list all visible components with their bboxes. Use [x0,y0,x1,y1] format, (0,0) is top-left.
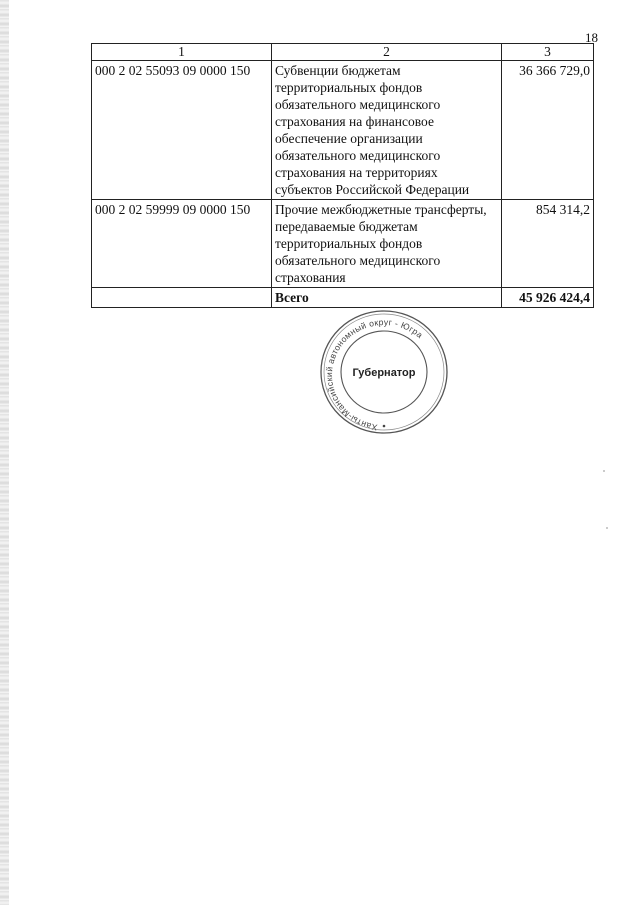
total-amount: 45 926 424,4 [502,288,594,308]
budget-code: 000 2 02 55093 09 0000 150 [92,61,272,200]
revenue-name: Прочие межбюджетные трансферты, передаваемые бюджетам территориальных фондов обязательного медицинского страхования [272,200,502,288]
amount: 36 366 729,0 [502,61,594,200]
revenue-name: Субвенции бюджетам территориальных фондов обязательного медицинского страхования на финансовое обеспечение организации обязательного медицинского страхования на территориях субъектов Российской Федерации [272,61,502,200]
header-cell-2: 2 [272,44,502,61]
seal-dot [383,425,386,428]
scan-edge [0,0,9,905]
governor-seal [319,309,449,435]
seal-center-text: Губернатор [352,367,416,379]
seal-graphic [319,309,449,435]
empty-cell [92,288,272,308]
total-row [92,288,594,308]
budget-table [91,43,594,308]
total-label: Всего [272,288,502,308]
amount: 854 314,2 [502,200,594,288]
header-cell-3: 3 [502,44,594,61]
scan-speck [606,527,608,529]
table-row [92,200,594,288]
table-header-row [92,44,594,61]
table-row [92,61,594,200]
scan-speck [603,470,605,472]
seal-ring-text: Ханты-Мансийский автономный округ - Югра [324,316,425,433]
page-number: 18 [585,30,598,45]
header-cell-1: 1 [92,44,272,61]
budget-code: 000 2 02 59999 09 0000 150 [92,200,272,288]
